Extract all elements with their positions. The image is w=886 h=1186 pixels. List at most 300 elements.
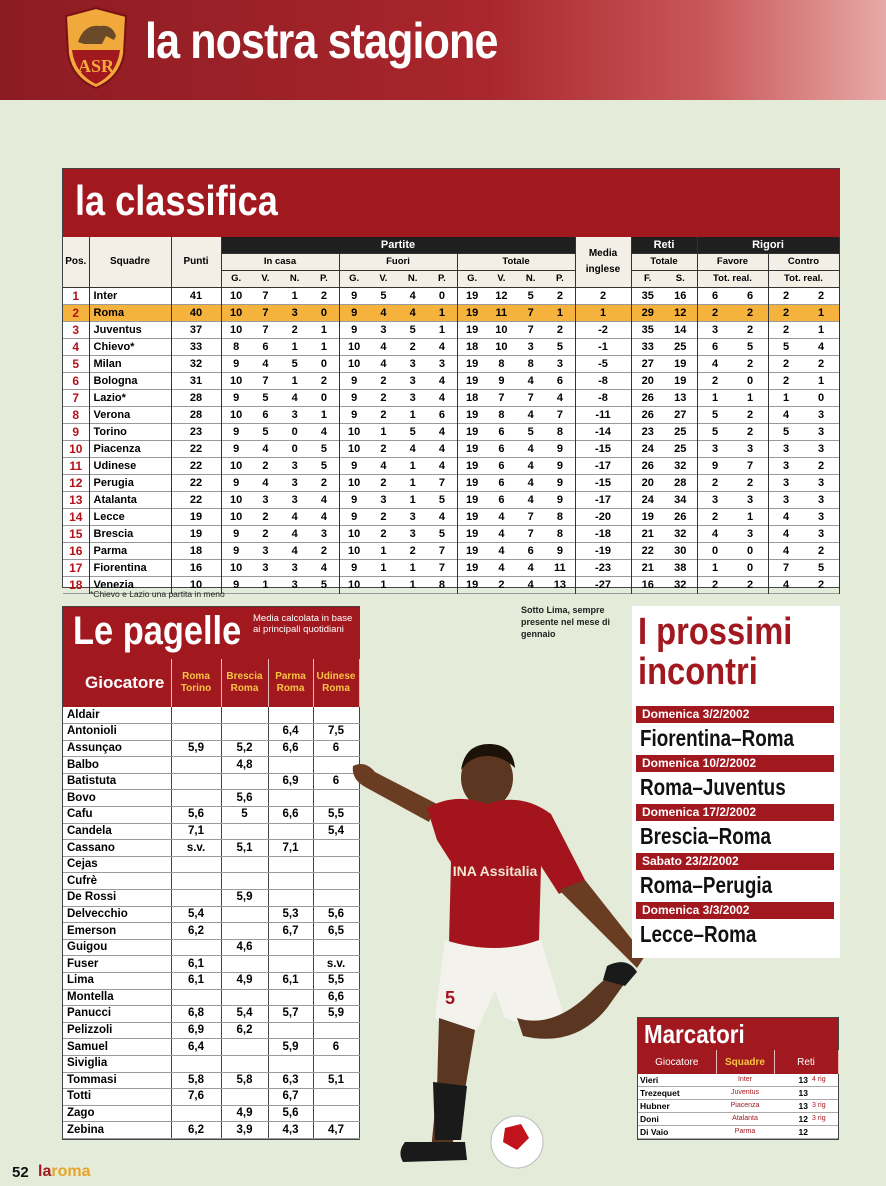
cell-player: Antonioli <box>63 724 171 741</box>
table-row <box>63 339 839 356</box>
cell-away: 9 5 4 0 <box>339 288 457 305</box>
cell-goals: 33 25 <box>631 339 697 356</box>
top-scorers-title: Marcatori <box>644 1019 745 1049</box>
cell-points: 40 <box>171 305 221 322</box>
cell-rating <box>221 724 268 741</box>
standings-body <box>63 288 839 594</box>
cell-pos: 5 <box>63 356 89 373</box>
cell-points: 32 <box>171 356 221 373</box>
cell-home: 9 4 5 0 <box>221 356 339 373</box>
match-date: Domenica 3/2/2002 <box>636 706 834 723</box>
table-row <box>63 1006 359 1023</box>
cell-rating: 6,7 <box>268 1089 313 1106</box>
cell-rating <box>268 790 313 807</box>
cell-rating <box>268 939 313 956</box>
cell-home: 8 6 1 1 <box>221 339 339 356</box>
cell-team: Atalanta <box>716 1113 774 1126</box>
cell-total: 19 4 7 8 <box>457 509 575 526</box>
cell-total: 19 12 5 2 <box>457 288 575 305</box>
cell-rating: 4,8 <box>221 757 268 774</box>
cell-goals: 22 30 <box>631 543 697 560</box>
cell-media: -27 <box>575 577 631 594</box>
cell-away: 9 4 4 1 <box>339 305 457 322</box>
scorers-header-player: Giocatore <box>638 1050 716 1074</box>
table-row <box>63 1089 359 1106</box>
table-row <box>63 973 359 990</box>
cell-goals: 26 13 <box>631 390 697 407</box>
cell-rating <box>268 989 313 1006</box>
cell-rating <box>221 873 268 890</box>
cell-rating: 5,6 <box>221 790 268 807</box>
cell-rating: 5,9 <box>171 740 221 757</box>
header-fs: F. S. <box>631 271 697 288</box>
cell-penalty-note: 3 rig <box>810 1113 838 1126</box>
cell-player: Cufrè <box>63 873 171 890</box>
cell-rating <box>221 773 268 790</box>
cell-rating <box>221 1039 268 1056</box>
table-row <box>63 390 839 407</box>
cell-player: Montella <box>63 989 171 1006</box>
cell-team: Atalanta <box>89 492 171 509</box>
page-number: 52 <box>12 1164 29 1181</box>
cell-home: 9 4 3 2 <box>221 475 339 492</box>
cell-goals: 23 25 <box>631 424 697 441</box>
match-fixture: Roma–Perugia <box>640 872 773 898</box>
cell-home: 10 3 3 4 <box>221 492 339 509</box>
table-row <box>63 873 359 890</box>
cell-home: 9 2 4 3 <box>221 526 339 543</box>
cell-away: 9 2 3 4 <box>339 390 457 407</box>
table-row <box>63 1055 359 1072</box>
cell-home: 10 7 1 2 <box>221 373 339 390</box>
cell-points: 18 <box>171 543 221 560</box>
cell-penalties-against: 4 3 <box>768 526 839 543</box>
page-title: la nostra stagione <box>145 13 498 69</box>
cell-penalties-against: 2 2 <box>768 288 839 305</box>
standings-title-bar <box>63 169 839 237</box>
match-fixture: Lecce–Roma <box>640 921 757 947</box>
cell-rating <box>221 989 268 1006</box>
cell-penalties-for: 4 2 <box>697 356 768 373</box>
cell-rating: 6,4 <box>268 724 313 741</box>
cell-away: 10 1 2 7 <box>339 543 457 560</box>
table-row <box>63 356 839 373</box>
table-row <box>63 526 839 543</box>
cell-rating: 4,9 <box>221 973 268 990</box>
table-row <box>63 939 359 956</box>
cell-rating <box>268 956 313 973</box>
cell-player: Bovo <box>63 790 171 807</box>
as-roma-crest-icon <box>62 6 130 90</box>
cell-penalties-against: 3 3 <box>768 475 839 492</box>
cell-rating: 6,8 <box>171 1006 221 1023</box>
table-row <box>63 492 839 509</box>
table-row <box>63 707 359 724</box>
cell-pos: 15 <box>63 526 89 543</box>
table-row <box>638 1087 838 1100</box>
cell-goals: 21 38 <box>631 560 697 577</box>
cell-goals: 12 <box>774 1113 810 1126</box>
header-partite: Partite <box>221 237 575 254</box>
cell-player: Lima <box>63 973 171 990</box>
cell-rating: 5,4 <box>221 1006 268 1023</box>
cell-rating <box>221 856 268 873</box>
cell-penalties-for: 4 3 <box>697 526 768 543</box>
cell-penalties-for: 2 1 <box>697 509 768 526</box>
cell-pos: 13 <box>63 492 89 509</box>
cell-player: Emerson <box>63 923 171 940</box>
table-row <box>63 560 839 577</box>
cell-away: 10 1 5 4 <box>339 424 457 441</box>
cell-media: -17 <box>575 492 631 509</box>
header-gvnp-away: G. V. N. P. <box>339 271 457 288</box>
table-row <box>63 475 839 492</box>
cell-penalties-against: 1 0 <box>768 390 839 407</box>
cell-home: 10 7 3 0 <box>221 305 339 322</box>
cell-penalties-for: 2 2 <box>697 475 768 492</box>
cell-player: Zebina <box>63 1122 171 1139</box>
cell-rating: 5,6 <box>268 1105 313 1122</box>
cell-away: 10 4 2 4 <box>339 339 457 356</box>
cell-media: -15 <box>575 475 631 492</box>
header-squadre: Squadre <box>89 237 171 288</box>
cell-pos: 10 <box>63 441 89 458</box>
cell-rating: 5,9 <box>268 1039 313 1056</box>
cell-rating: 6,9 <box>171 1022 221 1039</box>
cell-rating <box>268 890 313 907</box>
cell-away: 9 4 1 4 <box>339 458 457 475</box>
table-row <box>63 305 839 322</box>
cell-penalties-against: 7 5 <box>768 560 839 577</box>
ratings-header-player: Giocatore <box>63 659 171 707</box>
shorts-number: 5 <box>445 988 456 1008</box>
cell-rating <box>221 707 268 724</box>
cell-rating <box>221 823 268 840</box>
cell-goals: 13 <box>774 1100 810 1113</box>
cell-total: 19 6 5 8 <box>457 424 575 441</box>
cell-player: Samuel <box>63 1039 171 1056</box>
table-row <box>63 1122 359 1139</box>
cell-away: 9 2 3 4 <box>339 373 457 390</box>
cell-rating <box>171 790 221 807</box>
cell-home: 10 2 4 4 <box>221 509 339 526</box>
cell-rating: s.v. <box>313 956 359 973</box>
cell-team: Inter <box>89 288 171 305</box>
ratings-header-match-1: Roma Torino <box>171 659 221 707</box>
cell-goals: 16 32 <box>631 577 697 594</box>
cell-player: De Rossi <box>63 890 171 907</box>
cell-penalties-for: 2 0 <box>697 373 768 390</box>
top-scorers-panel <box>637 1017 839 1140</box>
cell-away: 9 2 1 6 <box>339 407 457 424</box>
cell-team: Lazio* <box>89 390 171 407</box>
cell-rating <box>268 856 313 873</box>
header-gvnp-total: G. V. N. P. <box>457 271 575 288</box>
cell-rating <box>171 856 221 873</box>
cell-rating: 6 <box>313 740 359 757</box>
cell-rating: 6,6 <box>313 989 359 1006</box>
cell-total: 19 6 4 9 <box>457 492 575 509</box>
cell-away: 9 3 1 5 <box>339 492 457 509</box>
cell-rating <box>171 939 221 956</box>
cell-points: 28 <box>171 407 221 424</box>
cell-total: 19 6 4 9 <box>457 458 575 475</box>
cell-player: Cassano <box>63 840 171 857</box>
cell-penalties-for: 3 3 <box>697 492 768 509</box>
cell-rating <box>221 1089 268 1106</box>
cell-points: 19 <box>171 509 221 526</box>
cell-player: Cejas <box>63 856 171 873</box>
cell-pos: 12 <box>63 475 89 492</box>
cell-penalties-against: 4 3 <box>768 407 839 424</box>
cell-rating: 7,5 <box>313 724 359 741</box>
cell-team: Parma <box>716 1126 774 1139</box>
cell-total: 19 8 4 7 <box>457 407 575 424</box>
table-row <box>63 1105 359 1122</box>
cell-rating: 5,8 <box>171 1072 221 1089</box>
cell-away: 9 2 3 4 <box>339 509 457 526</box>
cell-away: 10 4 3 3 <box>339 356 457 373</box>
cell-rating: 5,6 <box>313 906 359 923</box>
cell-rating: 5,9 <box>313 1006 359 1023</box>
cell-penalties-against: 3 2 <box>768 458 839 475</box>
cell-points: 31 <box>171 373 221 390</box>
cell-penalties-for: 1 0 <box>697 560 768 577</box>
cell-penalties-against: 2 1 <box>768 305 839 322</box>
cell-away: 9 1 1 7 <box>339 560 457 577</box>
cell-goals: 26 27 <box>631 407 697 424</box>
cell-rating: 6,4 <box>171 1039 221 1056</box>
cell-rating: 5,5 <box>313 973 359 990</box>
table-row <box>63 906 359 923</box>
cell-penalties-against: 2 1 <box>768 322 839 339</box>
cell-home: 9 4 0 5 <box>221 441 339 458</box>
header-fuori: Fuori <box>339 254 457 271</box>
table-row <box>63 807 359 824</box>
cell-media: -20 <box>575 509 631 526</box>
cell-rating: 5,1 <box>221 840 268 857</box>
cell-player: Guigou <box>63 939 171 956</box>
header-reti: Reti <box>631 237 697 254</box>
cell-pos: 17 <box>63 560 89 577</box>
cell-rating <box>268 873 313 890</box>
scorers-header-goals: Reti <box>774 1050 838 1074</box>
header-favore-tot: Tot. real. <box>697 271 768 288</box>
cell-rating <box>171 989 221 1006</box>
cell-player: Batistuta <box>63 773 171 790</box>
table-row <box>63 757 359 774</box>
cell-total: 19 6 4 9 <box>457 475 575 492</box>
cell-penalties-against: 5 4 <box>768 339 839 356</box>
cell-goals: 35 14 <box>631 322 697 339</box>
cell-player: Hubner <box>638 1100 716 1113</box>
table-row <box>63 1072 359 1089</box>
cell-team: Udinese <box>89 458 171 475</box>
ratings-title-bar <box>63 607 359 659</box>
cell-rating: 4,6 <box>221 939 268 956</box>
cell-media: 1 <box>575 305 631 322</box>
cell-rating: 6,3 <box>268 1072 313 1089</box>
cell-pos: 11 <box>63 458 89 475</box>
cell-rating: 3,9 <box>221 1122 268 1139</box>
cell-total: 19 8 8 3 <box>457 356 575 373</box>
cell-total: 19 9 4 6 <box>457 373 575 390</box>
cell-home: 9 5 0 4 <box>221 424 339 441</box>
cell-rating <box>171 724 221 741</box>
table-row <box>638 1113 838 1126</box>
cell-penalties-for: 3 3 <box>697 441 768 458</box>
table-row <box>63 773 359 790</box>
cell-goals: 24 34 <box>631 492 697 509</box>
cell-goals: 20 28 <box>631 475 697 492</box>
cell-pos: 16 <box>63 543 89 560</box>
cell-points: 22 <box>171 441 221 458</box>
top-scorers-title-bar <box>638 1018 838 1050</box>
magazine-brand: laroma <box>38 1163 91 1180</box>
cell-penalties-for: 2 2 <box>697 577 768 594</box>
cell-player: Delvecchio <box>63 906 171 923</box>
ratings-header-match-4: Udinese Roma <box>313 659 359 707</box>
cell-points: 22 <box>171 458 221 475</box>
cell-rating <box>171 1055 221 1072</box>
table-row <box>63 373 839 390</box>
cell-media: -8 <box>575 390 631 407</box>
cell-player: Siviglia <box>63 1055 171 1072</box>
top-scorers-table <box>638 1050 839 1139</box>
cell-goals: 35 16 <box>631 288 697 305</box>
cell-rating: 4,7 <box>313 1122 359 1139</box>
header-contro: Contro <box>768 254 839 271</box>
standings-footnote: *Chievo e Lazio una partita in meno <box>90 589 225 599</box>
cell-goals: 26 32 <box>631 458 697 475</box>
cell-penalties-for: 6 6 <box>697 288 768 305</box>
upcoming-matches-panel <box>632 606 840 958</box>
cell-rating: 6,6 <box>268 740 313 757</box>
cell-goals: 19 26 <box>631 509 697 526</box>
cell-rating: 5,2 <box>221 740 268 757</box>
cell-points: 10 <box>171 577 221 594</box>
header-favore: Favore <box>697 254 768 271</box>
cell-goals: 12 <box>774 1126 810 1139</box>
cell-penalties-against: 2 2 <box>768 356 839 373</box>
ratings-title: Le pagelle <box>73 609 242 653</box>
match-date: Domenica 3/3/2002 <box>636 902 834 919</box>
cell-rating: s.v. <box>171 840 221 857</box>
cell-home: 10 3 3 4 <box>221 560 339 577</box>
cell-penalty-note <box>810 1126 838 1139</box>
cell-rating: 6,2 <box>221 1022 268 1039</box>
cell-media: -11 <box>575 407 631 424</box>
match-date: Sabato 23/2/2002 <box>636 853 834 870</box>
table-row <box>63 509 839 526</box>
cell-rating: 4,3 <box>268 1122 313 1139</box>
cell-media: -14 <box>575 424 631 441</box>
table-row <box>63 322 839 339</box>
cell-player: Pelizzoli <box>63 1022 171 1039</box>
table-row <box>63 790 359 807</box>
cell-media: 2 <box>575 288 631 305</box>
cell-rating: 5,7 <box>268 1006 313 1023</box>
cell-team: Bologna <box>89 373 171 390</box>
cell-rating <box>268 1022 313 1039</box>
cell-media: -17 <box>575 458 631 475</box>
cell-rating: 6,1 <box>171 956 221 973</box>
header-contro-tot: Tot. real. <box>768 271 839 288</box>
cell-goals: 27 19 <box>631 356 697 373</box>
cell-player: Trezequet <box>638 1087 716 1100</box>
cell-penalties-against: 2 1 <box>768 373 839 390</box>
cell-penalties-against: 4 3 <box>768 509 839 526</box>
cell-rating: 5,3 <box>268 906 313 923</box>
table-row <box>63 840 359 857</box>
cell-rating <box>313 707 359 724</box>
top-scorers-body <box>638 1074 838 1139</box>
table-row <box>63 441 839 458</box>
cell-player: Aldair <box>63 707 171 724</box>
cell-player: Doni <box>638 1113 716 1126</box>
header-in-casa: In casa <box>221 254 339 271</box>
cell-home: 10 7 1 2 <box>221 288 339 305</box>
cell-player: Assunçao <box>63 740 171 757</box>
cell-rating <box>268 1055 313 1072</box>
table-row <box>63 856 359 873</box>
cell-rating: 5,4 <box>313 823 359 840</box>
cell-team: Piacenza <box>89 441 171 458</box>
standings-panel <box>62 168 840 592</box>
cell-player: Vieri <box>638 1074 716 1087</box>
cell-team: Inter <box>716 1074 774 1087</box>
cell-rating: 6,5 <box>313 923 359 940</box>
cell-home: 10 6 3 1 <box>221 407 339 424</box>
cell-player: Cafu <box>63 807 171 824</box>
shirt-sponsor: INA Assitalia <box>452 863 538 879</box>
table-row <box>63 458 839 475</box>
cell-pos: 3 <box>63 322 89 339</box>
cell-points: 37 <box>171 322 221 339</box>
cell-pos: 2 <box>63 305 89 322</box>
cell-points: 22 <box>171 492 221 509</box>
upcoming-matches-title: I prossimi incontri <box>638 611 793 693</box>
cell-pos: 1 <box>63 288 89 305</box>
standings-table <box>63 237 840 594</box>
table-row <box>638 1126 838 1139</box>
table-row <box>63 543 839 560</box>
cell-goals: 24 25 <box>631 441 697 458</box>
cell-home: 9 1 3 5 <box>221 577 339 594</box>
cell-goals: 13 <box>774 1087 810 1100</box>
cell-total: 19 10 7 2 <box>457 322 575 339</box>
cell-total: 19 4 7 8 <box>457 526 575 543</box>
cell-points: 23 <box>171 424 221 441</box>
cell-player: Balbo <box>63 757 171 774</box>
cell-player: Totti <box>63 1089 171 1106</box>
cell-media: -19 <box>575 543 631 560</box>
cell-team: Fiorentina <box>89 560 171 577</box>
cell-rating: 6,1 <box>171 973 221 990</box>
ratings-header-match-3: Parma Roma <box>268 659 313 707</box>
cell-rating: 5,4 <box>171 906 221 923</box>
ratings-table <box>63 659 360 1139</box>
table-row <box>63 956 359 973</box>
cell-penalties-against: 4 2 <box>768 543 839 560</box>
cell-rating: 5,5 <box>313 807 359 824</box>
cell-rating: 7,1 <box>268 840 313 857</box>
cell-rating: 6,7 <box>268 923 313 940</box>
header-pos: Pos. <box>63 237 89 288</box>
cell-rating: 5,1 <box>313 1072 359 1089</box>
cell-rating: 6,1 <box>268 973 313 990</box>
cell-team: Brescia <box>89 526 171 543</box>
